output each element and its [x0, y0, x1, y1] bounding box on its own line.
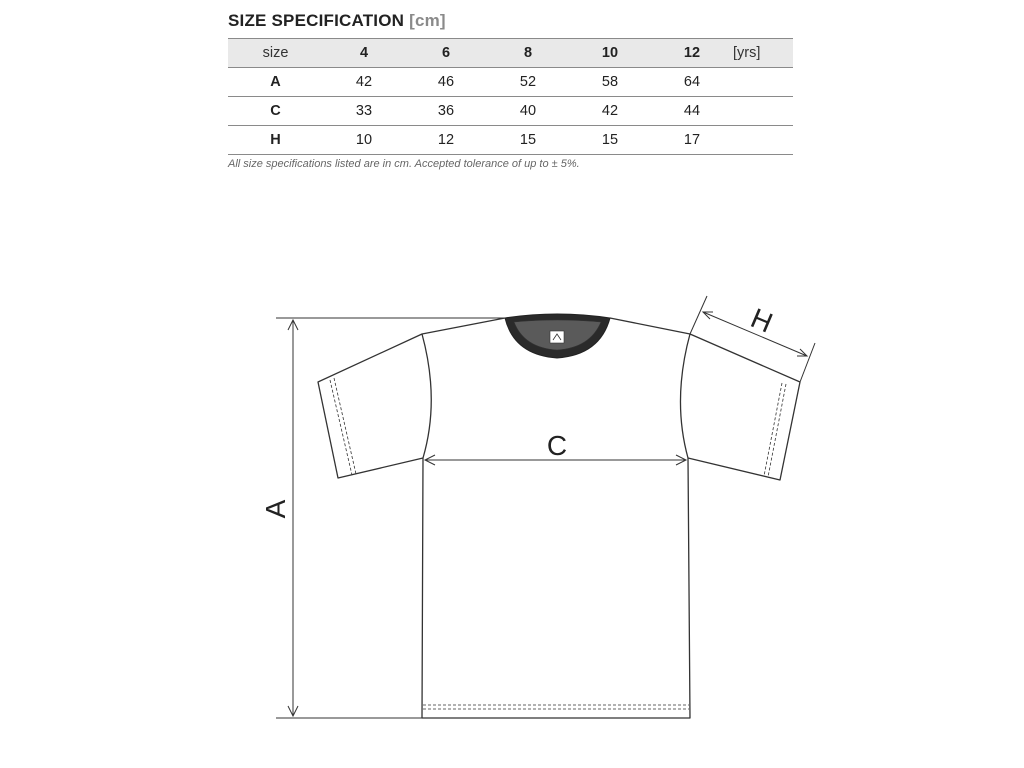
tolerance-note: All size specifications listed are in cm. Accepted tolerance of up to ± 5%.: [228, 158, 580, 170]
row-label: A: [270, 74, 281, 90]
right-sleeve-hem: [764, 383, 786, 477]
table-cell: 44: [683, 103, 701, 119]
table-cell: 15: [519, 132, 537, 148]
table-cell: 42: [355, 74, 373, 90]
table-cell: 64: [683, 74, 701, 90]
size-header-label: size: [262, 45, 289, 61]
spec-unit: [cm]: [409, 11, 446, 30]
table-cell: 58: [601, 74, 619, 90]
table-cell: 36: [437, 103, 455, 119]
table-cell: 12: [437, 132, 455, 148]
size-col-header: 6: [441, 45, 451, 61]
table-cell: 40: [519, 103, 537, 119]
dimension-h: [690, 296, 815, 382]
row-label: C: [270, 103, 281, 119]
table-cell: 42: [601, 103, 619, 119]
bottom-hem: [423, 705, 689, 709]
table-cell: 46: [437, 74, 455, 90]
row-label: H: [270, 132, 281, 148]
collar: [505, 314, 610, 358]
size-col-header: 12: [683, 45, 701, 61]
size-unit-label: [yrs]: [733, 45, 761, 61]
dimension-a: [276, 318, 505, 718]
table-cell: 52: [519, 74, 537, 90]
left-armhole-seam: [422, 334, 431, 458]
spec-title-text: SIZE SPECIFICATION: [228, 11, 405, 30]
dimension-c-label: C: [546, 430, 568, 461]
dimension-h-label: H: [746, 302, 778, 339]
dimension-a-label: A: [260, 499, 291, 519]
right-armhole-seam: [680, 334, 690, 458]
table-cell: 33: [355, 103, 373, 119]
size-col-header: 8: [523, 45, 533, 61]
size-col-header: 4: [359, 45, 369, 61]
size-col-header: 10: [601, 45, 619, 61]
table-cell: 10: [355, 132, 373, 148]
table-cell: 15: [601, 132, 619, 148]
table-cell: 17: [683, 132, 701, 148]
tshirt-outline: [318, 318, 800, 718]
